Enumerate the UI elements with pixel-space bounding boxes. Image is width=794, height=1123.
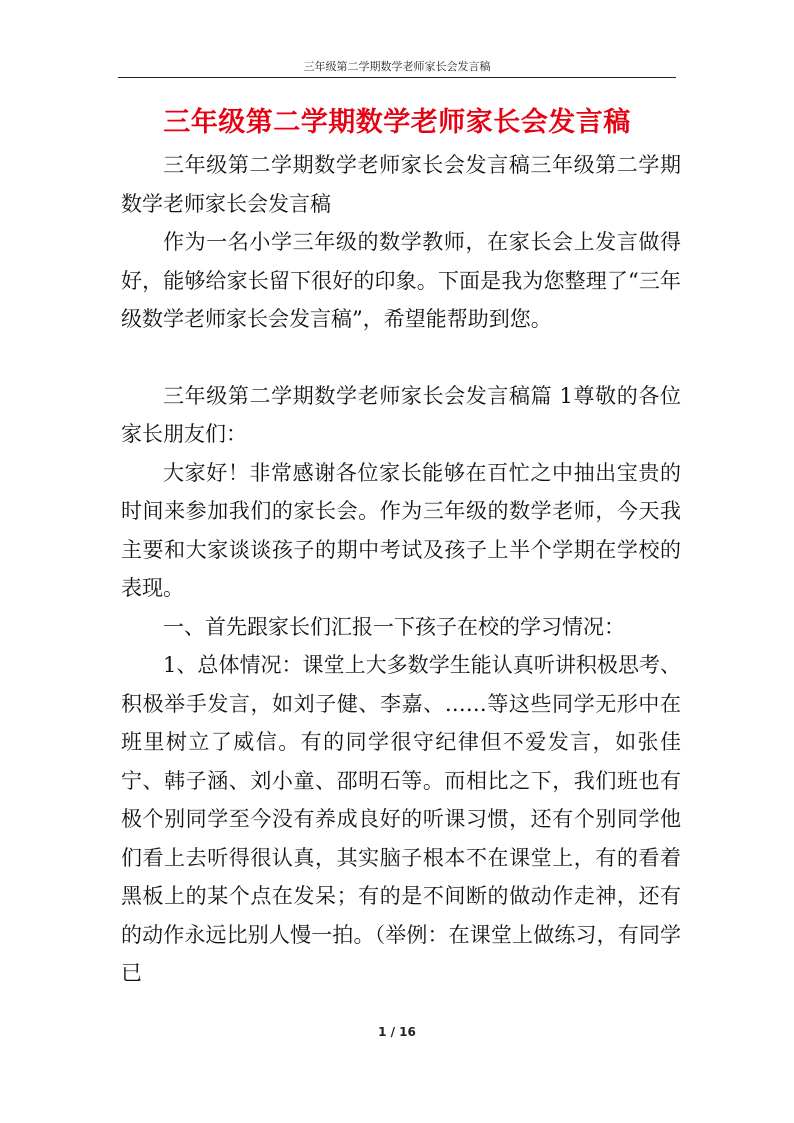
paragraph-greeting: 三年级第二学期数学老师家长会发言稿篇 1尊敬的各位家长朋友们：	[121, 383, 681, 446]
paragraph-welcome: 大家好！非常感谢各位家长能够在百忙之中抽出宝贵的时间来参加我们的家长会。作为三年级的数学老师，今天我主要和大家谈谈孩子的期中考试及孩子上半个学期在学校的表现。	[121, 460, 681, 600]
paragraph-section-one: 一、首先跟家长们汇报一下孩子在校的学习情况：	[163, 614, 625, 639]
paragraph-intro-heading: 三年级第二学期数学老师家长会发言稿三年级第二学期数学老师家长会发言稿	[121, 153, 681, 216]
document-body	[121, 146, 681, 993]
header-divider	[118, 77, 676, 78]
page-number: 1 / 16	[378, 1025, 416, 1039]
paragraph-intro: 作为一名小学三年级的数学教师，在家长会上发言做得好，能够给家长留下很好的印象。下面是我为您整理了“三年级数学老师家长会发言稿”，希望能帮助到您。	[121, 230, 681, 331]
paragraph-overall-situation: 1、总体情况：课堂上大多数学生能认真听讲积极思考、积极举手发言，如刘子健、李嘉、……等这些同学无形中在班里树立了威信。有的同学很守纪律但不爱发言，如张佳宁、韩子涵、刘小童、邵明石等。而相比之下，我们班也有极个别同学至今没有养成良好的听课习惯，还有个别同学他们看上去听得很认真，其实脑子根本不在课堂上，有的看着黑板上的某个点在发呆；有的是不间断的做动作走神，还有的动作永远比别人慢一拍。（举例：在课堂上做练习，有同学已	[121, 653, 681, 985]
document-title: 三年级第二学期数学老师家长会发言稿	[163, 107, 631, 138]
running-header: 三年级第二学期数学老师家长会发言稿	[303, 60, 491, 73]
